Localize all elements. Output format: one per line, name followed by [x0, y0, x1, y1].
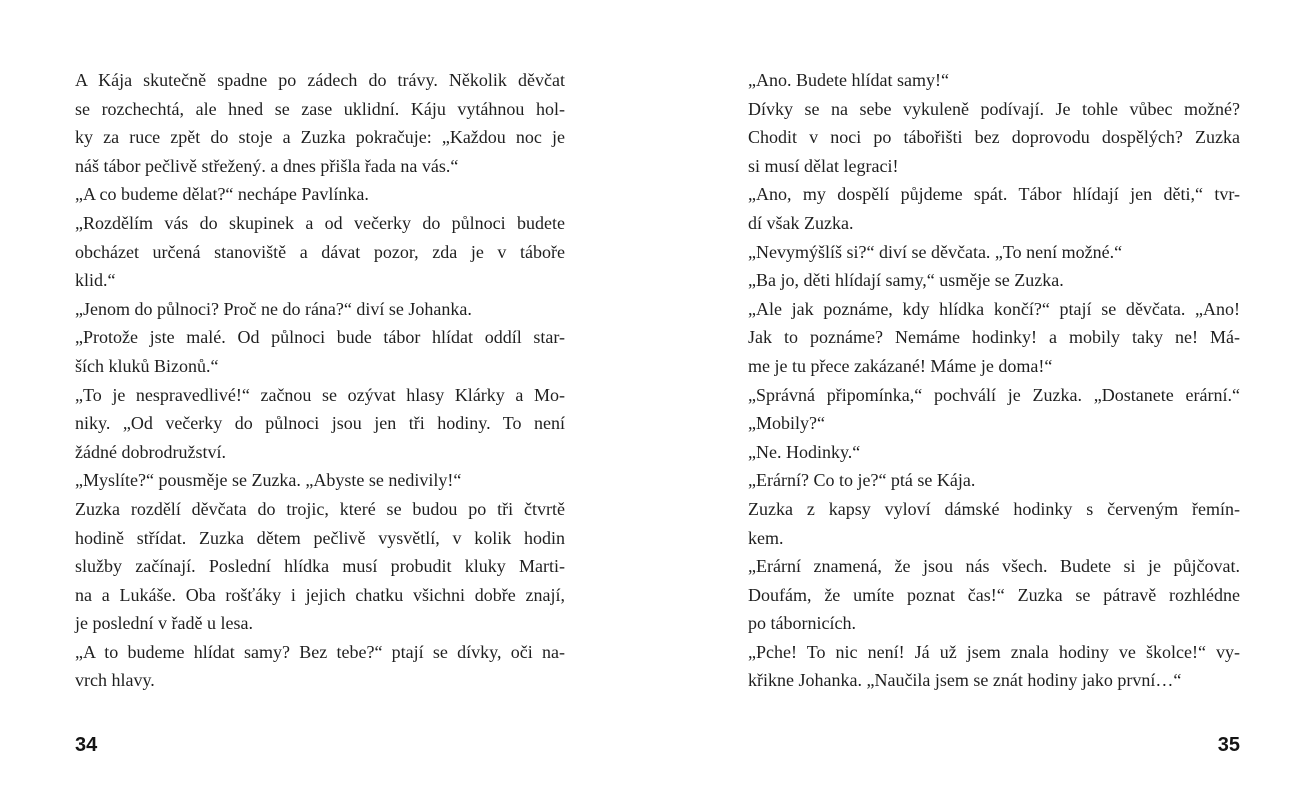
text-line: křikne Johanka. „Naučila jsem se znát hodiny jako první…“ [748, 670, 1182, 691]
text-line: „A to budeme hlídat samy? Bez tebe?“ ptají se dívky, oči na- [75, 641, 565, 662]
text-line: vrch hlavy. [75, 670, 155, 691]
page-number-left: 34 [75, 734, 98, 756]
text-line: Jak to poznáme? Nemáme hodinky! a mobily taky ne! Má- [748, 327, 1240, 348]
text-line: A Kája skutečně spadne po zádech do trávy. Několik děvčat [75, 70, 565, 90]
text-line: „Rozdělím vás do skupinek a od večerky do půlnoci budete [75, 212, 565, 233]
text-line: dí však Zuzka. [748, 212, 854, 233]
text-line: Zuzka z kapsy vyloví dámské hodinky s červeným řemín- [748, 498, 1240, 519]
text-line: služby začínají. Poslední hlídka musí probudit kluky Marti- [75, 556, 565, 577]
text-line: obcházet určená stanoviště a dávat pozor, zda je v táboře [75, 241, 565, 262]
text-line: „Mobily?“ [748, 413, 825, 434]
text-line: „Nevymýšlíš si?“ diví se děvčata. „To není možné.“ [748, 241, 1123, 262]
text-line: „Pche! To nic není! Já už jsem znala hodiny ve školce!“ vy- [748, 641, 1240, 662]
text-line: „Ano, my dospělí půjdeme spát. Tábor hlídají jen děti,“ tvr- [748, 184, 1240, 205]
text-line: „A co budeme dělat?“ nechápe Pavlínka. [75, 184, 369, 205]
text-line: niky. „Od večerky do půlnoci jsou jen tři hodiny. To není [75, 413, 565, 434]
text-line: „Ale jak poznáme, kdy hlídka končí?“ ptají se děvčata. „Ano! [748, 298, 1240, 319]
text-line: „To je nespravedlivé!“ začnou se ozývat hlasy Klárky a Mo- [75, 384, 565, 405]
text-line: ky za ruce zpět do stoje a Zuzka pokračuje: „Každou noc je [75, 127, 565, 148]
text-line: kem. [748, 527, 784, 548]
text-line: „Správná připomínka,“ pochválí je Zuzka. „Dostanete erární.“ [748, 384, 1240, 405]
text-line: me je tu přece zakázané! Máme je doma!“ [748, 355, 1053, 376]
text-line: si musí dělat legraci! [748, 155, 899, 176]
text-line: Chodit v noci po tábořišti bez doprovodu dospělých? Zuzka [748, 127, 1240, 148]
text-line: hodině střídat. Zuzka dětem pečlivě vysvětlí, v kolik hodin [75, 527, 565, 548]
text-line: je poslední v řadě u lesa. [75, 613, 253, 634]
text-line: Doufám, že umíte poznat čas!“ Zuzka se pátravě rozhlédne [748, 584, 1240, 605]
text-line: po tábornicích. [748, 613, 856, 634]
text-line: „Erární znamená, že jsou nás všech. Budete si je půjčovat. [748, 556, 1240, 577]
text-line: na a Lukáše. Oba rošťáky i jejich chatku všichni dobře znají, [75, 584, 565, 605]
text-line: ších kluků Bizonů.“ [75, 355, 219, 376]
text-line: klid.“ [75, 270, 116, 291]
text-line: se rozchechtá, ale hned se zase uklidní. Káju vytáhnou hol- [75, 98, 565, 119]
text-line: náš tábor pečlivě střežený. a dnes přišla řada na vás.“ [75, 155, 459, 176]
text-line: Dívky se na sebe vykuleně podívají. Je tohle vůbec možné? [748, 98, 1240, 119]
page-right-text [748, 66, 1240, 695]
text-line: „Ne. Hodinky.“ [748, 441, 861, 462]
text-line: „Protože jste malé. Od půlnoci bude tábor hlídat oddíl star- [75, 327, 565, 348]
text-line: Zuzka rozdělí děvčata do trojic, které se budou po tři čtvrtě [75, 498, 565, 519]
text-line: „Ba jo, děti hlídají samy,“ usměje se Zuzka. [748, 270, 1064, 291]
text-line: „Erární? Co to je?“ ptá se Kája. [748, 470, 976, 491]
text-line: „Jenom do půlnoci? Proč ne do rána?“ diví se Johanka. [75, 298, 472, 319]
text-line: „Ano. Budete hlídat samy!“ [748, 70, 949, 90]
page-number-right: 35 [1217, 734, 1240, 756]
text-line: „Myslíte?“ pousměje se Zuzka. „Abyste se nedivily!“ [75, 470, 462, 491]
text-line: žádné dobrodružství. [75, 441, 226, 462]
